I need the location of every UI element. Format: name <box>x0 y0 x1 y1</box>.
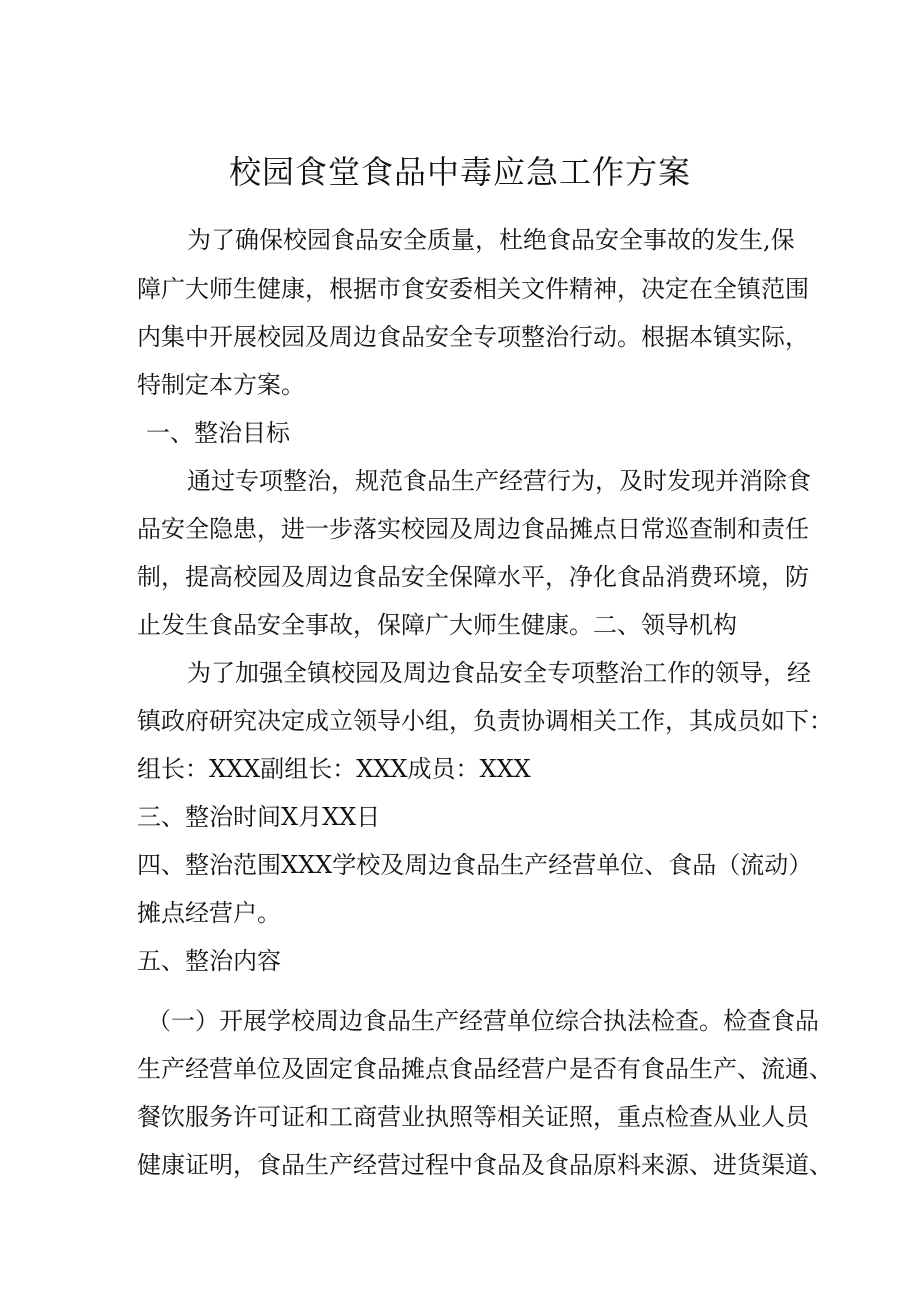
paragraph-line: 健康证明，食品生产经营过程中食品及食品原料来源、进货渠道、 <box>137 1151 833 1179</box>
paragraph-line: 通过专项整治，规范食品生产经营行为，及时发现并消除食 <box>187 467 811 495</box>
paragraph-line: 止发生食品安全事故，保障广大师生健康。二、领导机构 <box>137 611 737 639</box>
paragraph-line: 品安全隐患，进一步落实校园及周边食品摊点日常巡查制和责任 <box>137 515 809 543</box>
paragraph-line: 障广大师生健康，根据市食安委相关文件精神，决定在全镇范围 <box>137 275 809 303</box>
paragraph-line: （一）开展学校周边食品生产经营单位综合执法检查。检查食品 <box>147 1007 819 1035</box>
paragraph-line: 为了加强全镇校园及周边食品安全专项整治工作的领导，经 <box>187 659 811 687</box>
paragraph-line: 生产经营单位及固定食品摊点食品经营户是否有食品生产、流通、 <box>137 1055 833 1083</box>
paragraph-line: 特制定本方案。 <box>137 371 305 399</box>
paragraph-line: 摊点经营户。 <box>137 899 281 927</box>
section-heading: 一、整治目标 <box>146 419 290 447</box>
paragraph-line: 内集中开展校园及周边食品安全专项整治行动。根据本镇实际， <box>137 323 809 351</box>
section-heading: 三、整治时间X月XX日 <box>137 803 381 831</box>
paragraph-line: 镇政府研究决定成立领导小组，负责协调相关工作，其成员如下： <box>137 707 833 735</box>
section-heading: 四、整治范围XXX学校及周边食品生产经营单位、食品（流动） <box>137 851 813 879</box>
document-title: 校园食堂食品中毒应急工作方案 <box>228 153 691 191</box>
paragraph-line: 制，提高校园及周边食品安全保障水平，净化食品消费环境，防 <box>137 563 809 591</box>
paragraph-line: 餐饮服务许可证和工商营业执照等相关证照，重点检查从业人员 <box>137 1103 809 1131</box>
section-heading: 五、整治内容 <box>137 947 281 975</box>
paragraph-line: 组长：XXX副组长：XXX成员：XXX <box>137 755 531 783</box>
paragraph-line: 为了确保校园食品安全质量，杜绝食品安全事故的发生,保 <box>187 226 795 254</box>
